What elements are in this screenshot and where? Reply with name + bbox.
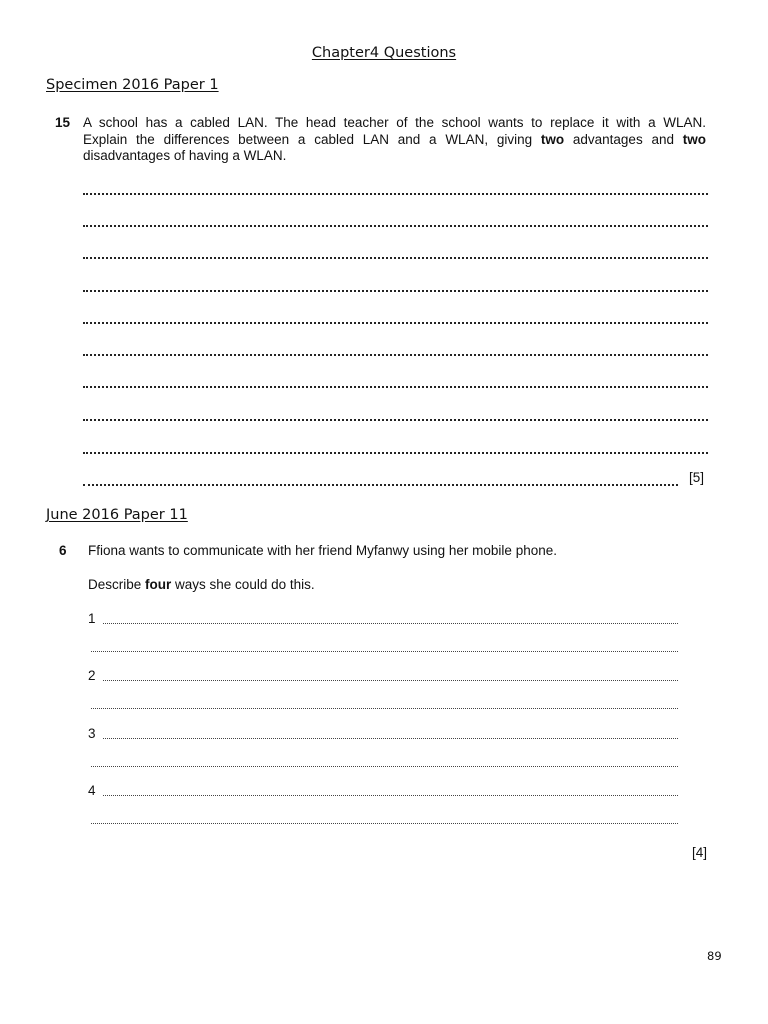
question-15-text xyxy=(83,115,706,165)
answer-number: 2 xyxy=(88,668,96,683)
page-title: Chapter4 Questions xyxy=(311,45,457,61)
answer-line[interactable] xyxy=(103,680,678,681)
question-15-line-3: disadvantages of having a WLAN. xyxy=(83,148,287,163)
answer-line[interactable] xyxy=(83,419,708,421)
answer-line[interactable] xyxy=(91,766,678,767)
question-6-line-1: Ffiona wants to communicate with her friend Myfanwy using her mobile phone. xyxy=(88,543,557,558)
answer-number: 1 xyxy=(88,611,96,626)
question-number-6: 6 xyxy=(59,543,67,558)
answer-line[interactable] xyxy=(83,452,708,454)
answer-line[interactable] xyxy=(83,257,708,259)
answer-line[interactable] xyxy=(83,322,708,324)
marks-q6: [4] xyxy=(692,845,708,860)
answer-line[interactable] xyxy=(103,623,678,624)
answer-line[interactable] xyxy=(103,738,678,739)
answer-line[interactable] xyxy=(83,193,708,195)
question-number-15: 15 xyxy=(55,115,71,130)
answer-number: 3 xyxy=(88,726,96,741)
question-15-line-1: A school has a cabled LAN. The head teacher of the school wants to replace it with a WLAN. xyxy=(83,115,706,130)
section-heading-specimen: Specimen 2016 Paper 1 xyxy=(46,77,219,93)
answer-line[interactable] xyxy=(103,795,678,796)
marks-q15: [5] xyxy=(689,470,705,485)
answer-line[interactable] xyxy=(91,651,678,652)
answer-line[interactable] xyxy=(83,225,708,227)
answer-line[interactable] xyxy=(83,354,708,356)
section-heading-june: June 2016 Paper 11 xyxy=(46,507,188,523)
answer-line[interactable] xyxy=(83,484,678,486)
answer-line[interactable] xyxy=(83,290,708,292)
answer-line[interactable] xyxy=(91,708,678,709)
question-15-line-2: Explain the differences between a cabled LAN and a WLAN, giving two advantages and two xyxy=(83,131,706,147)
answer-line[interactable] xyxy=(83,386,708,388)
page-number: 89 xyxy=(707,949,722,963)
answer-number: 4 xyxy=(88,783,96,798)
question-6-line-2: Describe four ways she could do this. xyxy=(88,577,315,592)
answer-line[interactable] xyxy=(91,823,678,824)
